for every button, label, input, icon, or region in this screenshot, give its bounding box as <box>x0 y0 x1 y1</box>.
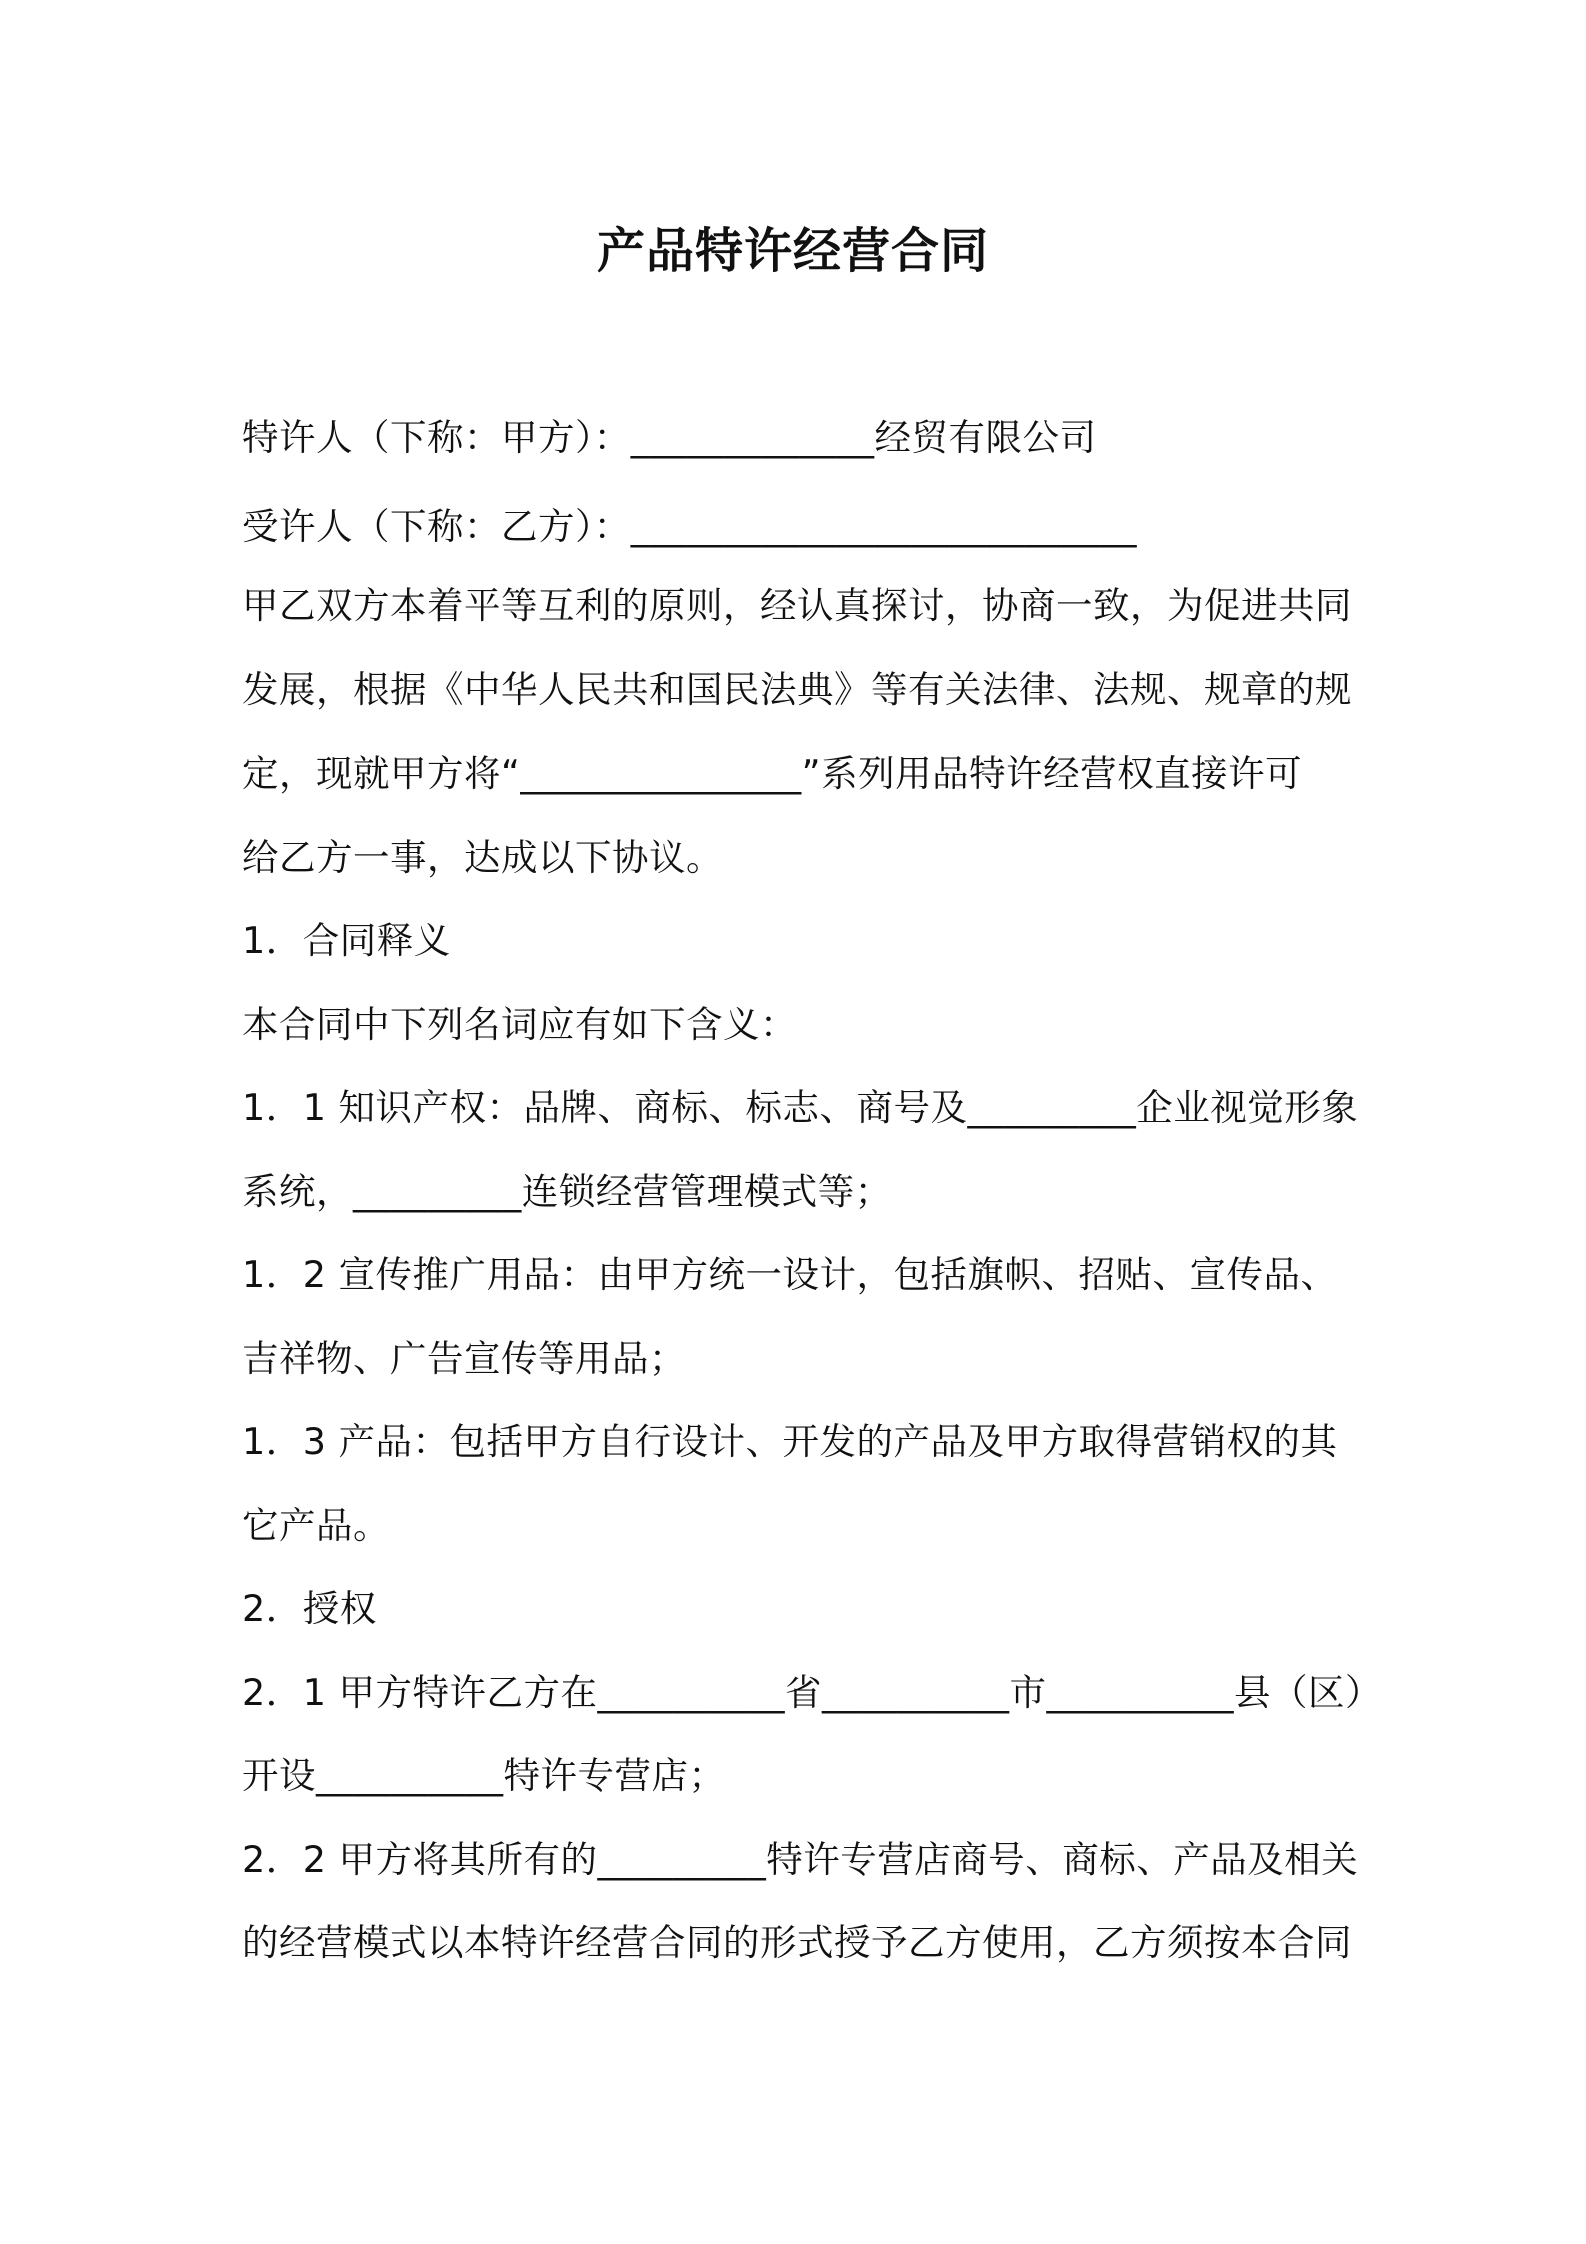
party-a-line: 特许人（下称：甲方）：_____________经贸有限公司 <box>242 416 1097 459</box>
section-2-heading: 2．授权 <box>242 1587 377 1630</box>
preamble-line-4: 给乙方一事，达成以下协议。 <box>242 836 723 879</box>
clause-1-3-line-2: 它产品。 <box>242 1504 390 1547</box>
section-1-heading: 1．合同释义 <box>242 919 451 962</box>
preamble-line-2: 发展，根据《中华人民共和国民法典》等有关法律、法规、规章的规 <box>242 668 1352 711</box>
preamble-line-1: 甲乙双方本着平等互利的原则，经认真探讨，协商一致，为促进共同 <box>242 584 1352 627</box>
clause-1-1-line-2: 系统，_________连锁经营管理模式等； <box>242 1170 892 1213</box>
document-title: 产品特许经营合同 <box>596 223 989 279</box>
clause-2-1-line-2: 开设__________特许专营店； <box>242 1754 726 1797</box>
clause-1-3-line-1: 1．3 产品：包括甲方自行设计、开发的产品及甲方取得营销权的其 <box>242 1420 1338 1463</box>
clause-2-2-line-2: 的经营模式以本特许经营合同的形式授予乙方使用，乙方须按本合同 <box>242 1921 1352 1964</box>
clause-1-2-line-1: 1．2 宣传推广用品：由甲方统一设计，包括旗帜、招贴、宣传品、 <box>242 1253 1338 1296</box>
clause-2-2-line-1: 2．2 甲方将其所有的_________特许专营店商号、商标、产品及相关 <box>242 1838 1359 1881</box>
clause-1-1-line-1: 1．1 知识产权：品牌、商标、标志、商号及_________企业视觉形象 <box>242 1086 1359 1129</box>
clause-2-1-line-1: 2．1 甲方特许乙方在__________省__________市__________县（区） <box>242 1671 1383 1714</box>
party-b-line: 受许人（下称：乙方）：___________________________ <box>242 505 1137 548</box>
definitions-intro: 本合同中下列名词应有如下含义： <box>242 1003 797 1046</box>
preamble-line-3: 定，现就甲方将“_______________”系列用品特许经营权直接许可 <box>242 752 1303 795</box>
clause-1-2-line-2: 吉祥物、广告宣传等用品； <box>242 1337 686 1380</box>
